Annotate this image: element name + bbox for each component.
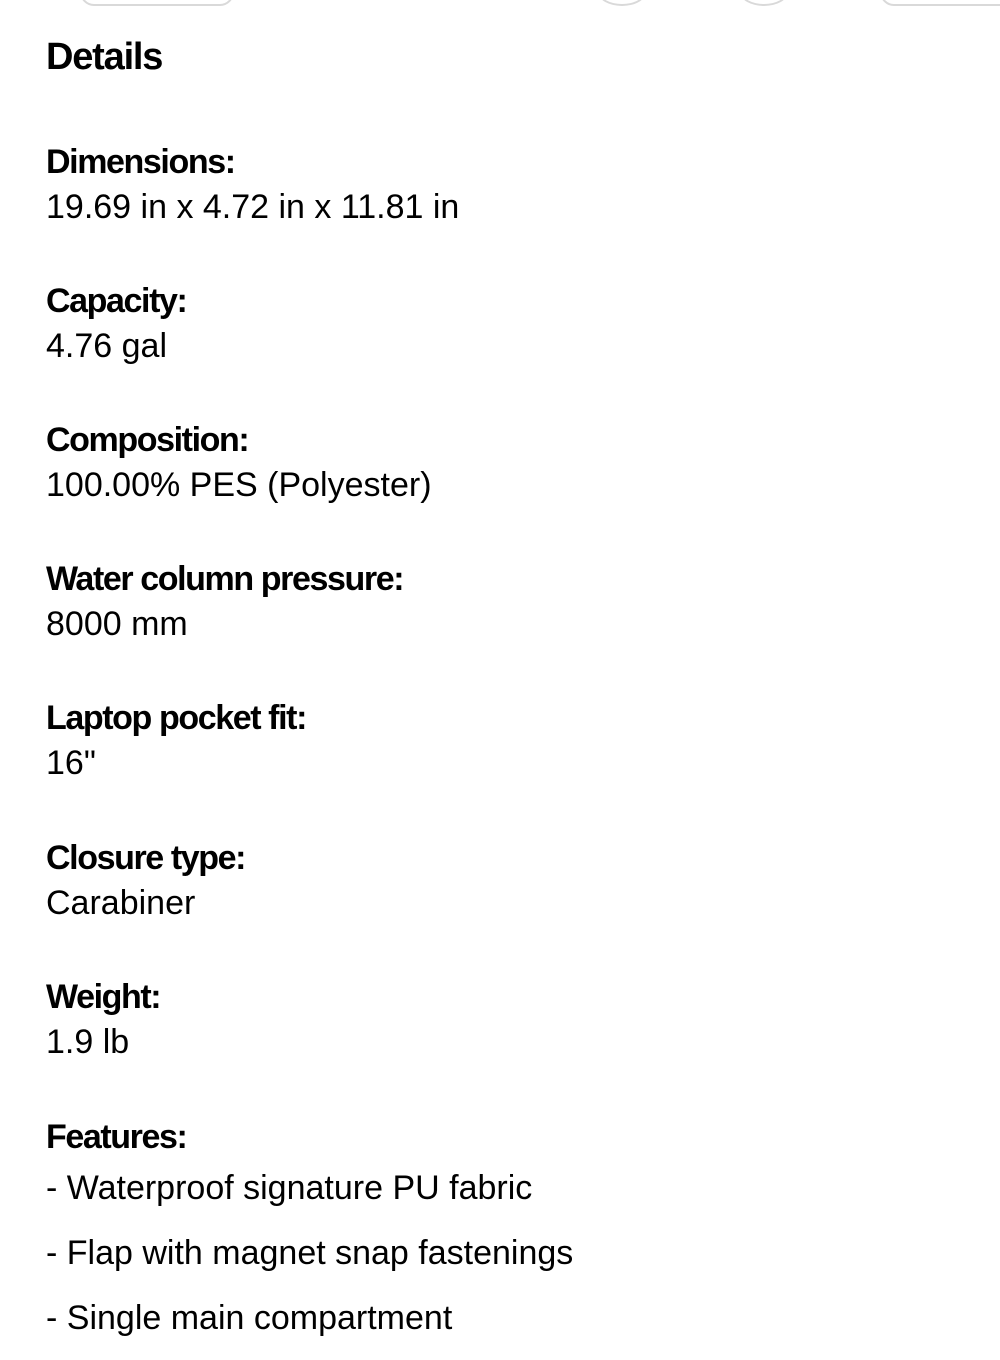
spec-weight — [46, 975, 966, 1065]
spec-label: Water column pressure: — [46, 560, 404, 598]
top-control-fragments — [0, 0, 1000, 4]
spec-value: 8000 mm — [46, 605, 188, 643]
spec-label: Closure type: — [46, 839, 246, 877]
spec-label: Capacity: — [46, 282, 187, 320]
spec-value: 19.69 in x 4.72 in x 11.81 in — [46, 188, 460, 226]
spec-value: 1.9 lb — [46, 1023, 130, 1061]
spec-value: 100.00% PES (Polyester) — [46, 466, 432, 504]
spec-label: Dimensions: — [46, 143, 235, 181]
features-block — [46, 1115, 966, 1360]
top-icon-button-fragment[interactable] — [740, 0, 788, 6]
spec-label: Weight: — [46, 978, 161, 1016]
spec-label: Laptop pocket fit: — [46, 699, 306, 737]
features-label: Features: — [46, 1118, 187, 1156]
top-button-fragment[interactable] — [880, 0, 1000, 6]
spec-capacity — [46, 279, 966, 369]
details-heading: Details — [46, 36, 163, 78]
spec-label: Composition: — [46, 421, 249, 459]
spec-value: 4.76 gal — [46, 327, 167, 365]
feature-item: - Waterproof signature PU fabric — [46, 1169, 533, 1207]
spec-composition — [46, 418, 966, 508]
feature-item: - Single main compartment — [46, 1299, 453, 1337]
spec-laptop-pocket-fit — [46, 696, 966, 786]
spec-dimensions — [46, 140, 966, 230]
top-button-fragment[interactable] — [80, 0, 234, 6]
top-icon-button-fragment[interactable] — [598, 0, 646, 6]
spec-value: 16" — [46, 744, 96, 782]
features-list — [46, 1165, 966, 1341]
spec-value: Carabiner — [46, 884, 196, 922]
spec-water-column-pressure — [46, 557, 966, 647]
feature-item: - Flap with magnet snap fastenings — [46, 1234, 574, 1272]
spec-closure-type — [46, 836, 966, 926]
